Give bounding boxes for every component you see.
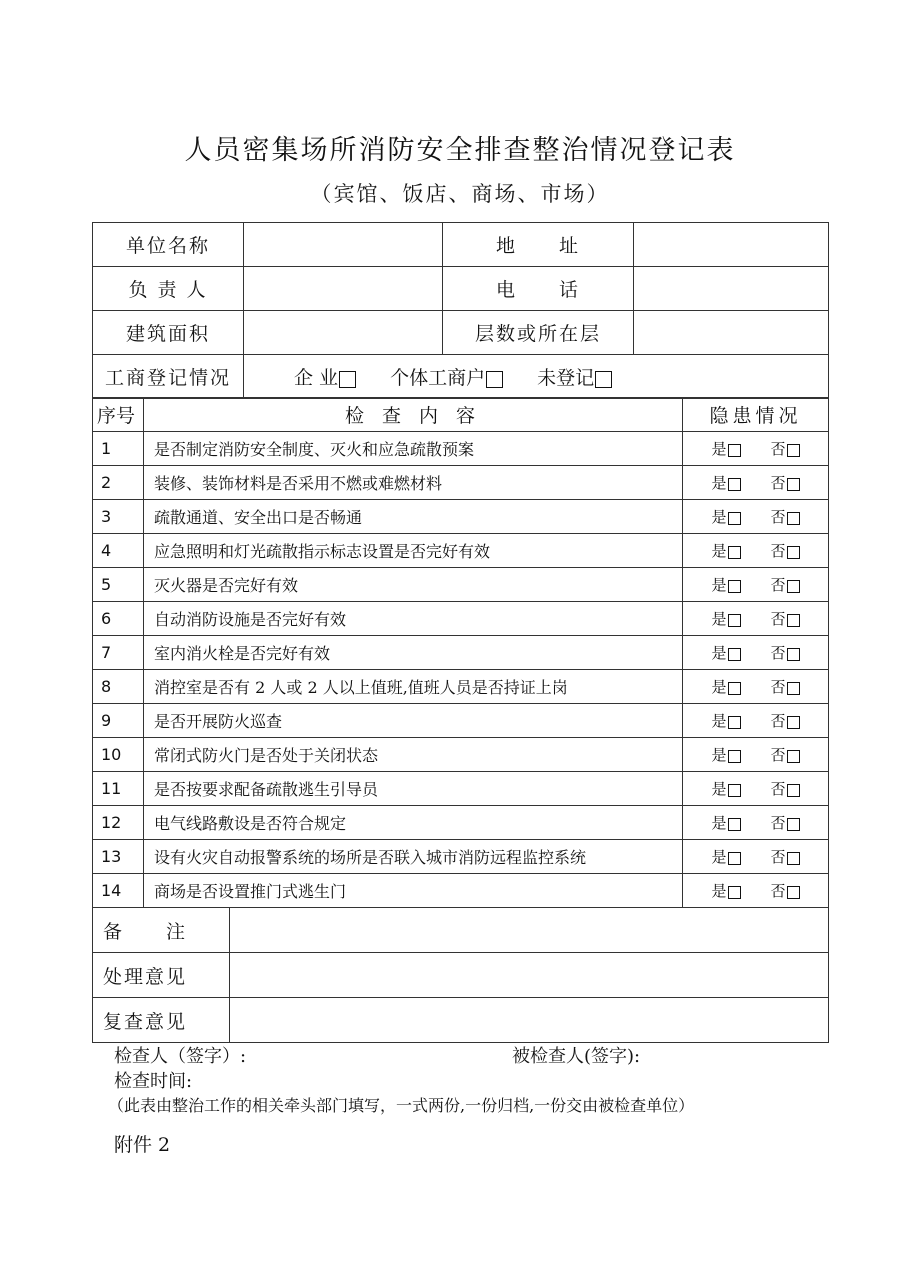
checkbox[interactable] [728, 512, 741, 525]
person-field[interactable] [244, 267, 443, 311]
checkbox[interactable] [787, 750, 800, 763]
checkbox[interactable] [728, 716, 741, 729]
row-number: 14 [93, 874, 144, 908]
row-status-options [683, 840, 829, 874]
table-row [93, 602, 829, 636]
yes-option[interactable]: 是 [711, 508, 740, 526]
inspection-time: 检查时间: [114, 1071, 193, 1092]
row-status-options [683, 806, 829, 840]
no-option[interactable]: 否 [771, 746, 800, 764]
checkbox[interactable] [595, 371, 612, 388]
table-row [93, 806, 829, 840]
checkbox[interactable] [787, 444, 800, 457]
basic-info-table [92, 222, 829, 399]
checkbox[interactable] [728, 886, 741, 899]
no-option[interactable]: 否 [771, 610, 800, 628]
row-number: 1 [93, 432, 144, 466]
checkbox[interactable] [728, 478, 741, 491]
checkbox[interactable] [728, 852, 741, 865]
floors-label: 层数或所在层 [443, 311, 634, 355]
remarks-row-review [93, 998, 829, 1043]
no-option[interactable]: 否 [771, 882, 800, 900]
checkbox[interactable] [339, 371, 356, 388]
no-option[interactable]: 否 [771, 474, 800, 492]
remarks-row-note [93, 908, 829, 953]
checkbox[interactable] [787, 886, 800, 899]
info-row-registration [93, 355, 829, 399]
no-option[interactable]: 否 [771, 712, 800, 730]
checkbox[interactable] [787, 648, 800, 661]
reg-option-enterprise[interactable]: 企 业 [294, 367, 356, 389]
reg-option-individual[interactable]: 个体工商户 [390, 367, 503, 389]
checkbox[interactable] [787, 478, 800, 491]
row-content: 装修、装饰材料是否采用不燃或难燃材料 [144, 466, 683, 500]
row-status-options [683, 568, 829, 602]
checkbox[interactable] [787, 512, 800, 525]
page-title: 人员密集场所消防安全排查整治情况登记表 [184, 135, 736, 166]
yes-option[interactable]: 是 [711, 542, 740, 560]
row-number: 2 [93, 466, 144, 500]
table-row [93, 772, 829, 806]
yes-option[interactable]: 是 [711, 610, 740, 628]
row-number: 10 [93, 738, 144, 772]
yes-option[interactable]: 是 [711, 712, 740, 730]
checkbox[interactable] [728, 784, 741, 797]
checkbox[interactable] [728, 818, 741, 831]
handling-field[interactable] [230, 953, 829, 998]
checkbox[interactable] [787, 784, 800, 797]
yes-option[interactable]: 是 [711, 746, 740, 764]
yes-option[interactable]: 是 [711, 882, 740, 900]
row-content: 应急照明和灯光疏散指示标志设置是否完好有效 [144, 534, 683, 568]
row-number: 6 [93, 602, 144, 636]
table-row [93, 840, 829, 874]
table-row [93, 704, 829, 738]
table-row [93, 636, 829, 670]
yes-option[interactable]: 是 [711, 576, 740, 594]
row-content: 商场是否设置推门式逃生门 [144, 874, 683, 908]
row-status-options [683, 602, 829, 636]
review-label: 复查意见 [93, 998, 230, 1043]
checkbox[interactable] [728, 648, 741, 661]
yes-option[interactable]: 是 [711, 848, 740, 866]
reg-option-unregistered[interactable]: 未登记 [537, 367, 612, 389]
address-label: 地 址 [443, 223, 634, 267]
row-content: 消控室是否有 2 人或 2 人以上值班,值班人员是否持证上岗 [144, 670, 683, 704]
checkbox[interactable] [787, 852, 800, 865]
attachment-label: 附件 2 [114, 1134, 171, 1156]
checkbox[interactable] [787, 682, 800, 695]
row-content: 自动消防设施是否完好有效 [144, 602, 683, 636]
row-number: 4 [93, 534, 144, 568]
inspectee-signature: 被检查人(签字): [512, 1046, 641, 1067]
table-row [93, 670, 829, 704]
inspector-signature: 检查人（签字）: [114, 1046, 247, 1067]
row-number: 5 [93, 568, 144, 602]
row-number: 9 [93, 704, 144, 738]
area-field[interactable] [244, 311, 443, 355]
person-label: 负 责 人 [93, 267, 244, 311]
yes-option[interactable]: 是 [711, 474, 740, 492]
row-status-options [683, 738, 829, 772]
info-row-area [93, 311, 829, 355]
no-option[interactable]: 否 [771, 814, 800, 832]
yes-option[interactable]: 是 [711, 814, 740, 832]
checkbox[interactable] [728, 614, 741, 627]
row-status-options [683, 466, 829, 500]
phone-field[interactable] [634, 267, 829, 311]
registration-options [244, 355, 829, 399]
no-option[interactable]: 否 [771, 678, 800, 696]
no-option[interactable]: 否 [771, 440, 800, 458]
remarks-table [92, 907, 829, 1043]
table-row [93, 874, 829, 908]
checkbox[interactable] [787, 546, 800, 559]
no-option[interactable]: 否 [771, 848, 800, 866]
row-content: 常闭式防火门是否处于关闭状态 [144, 738, 683, 772]
row-number: 7 [93, 636, 144, 670]
row-number: 8 [93, 670, 144, 704]
phone-label: 电 话 [443, 267, 634, 311]
address-field[interactable] [634, 223, 829, 267]
checkbox[interactable] [728, 750, 741, 763]
yes-option[interactable]: 是 [711, 440, 740, 458]
registration-label: 工商登记情况 [93, 355, 244, 399]
no-option[interactable]: 否 [771, 780, 800, 798]
note-field[interactable] [230, 908, 829, 953]
checkbox[interactable] [728, 546, 741, 559]
row-content: 电气线路敷设是否符合规定 [144, 806, 683, 840]
info-row-unit [93, 223, 829, 267]
footer-note: （此表由整治工作的相关牵头部门填写，一式两份,一份归档,一份交由被检查单位） [108, 1096, 695, 1115]
no-option[interactable]: 否 [771, 576, 800, 594]
area-label: 建筑面积 [93, 311, 244, 355]
yes-option[interactable]: 是 [711, 780, 740, 798]
review-field[interactable] [230, 998, 829, 1043]
checklist-table [92, 397, 829, 908]
row-status-options [683, 704, 829, 738]
row-content: 是否按要求配备疏散逃生引导员 [144, 772, 683, 806]
yes-option[interactable]: 是 [711, 678, 740, 696]
info-row-person [93, 267, 829, 311]
checkbox[interactable] [728, 580, 741, 593]
row-status-options [683, 772, 829, 806]
row-status-options [683, 636, 829, 670]
row-content: 灭火器是否完好有效 [144, 568, 683, 602]
table-row [93, 568, 829, 602]
page-subtitle: （宾馆、饭店、商场、市场） [310, 182, 610, 206]
table-row [93, 738, 829, 772]
no-option[interactable]: 否 [771, 644, 800, 662]
remarks-row-handling [93, 953, 829, 998]
checkbox[interactable] [787, 580, 800, 593]
checkbox[interactable] [728, 682, 741, 695]
handling-label: 处理意见 [93, 953, 230, 998]
unit-name-field[interactable] [244, 223, 443, 267]
row-status-options [683, 432, 829, 466]
col-content-header: 检 查 内 容 [144, 398, 683, 432]
row-status-options [683, 874, 829, 908]
row-content: 是否开展防火巡查 [144, 704, 683, 738]
note-label: 备 注 [93, 908, 230, 953]
row-number: 13 [93, 840, 144, 874]
row-status-options [683, 534, 829, 568]
row-content: 是否制定消防安全制度、灭火和应急疏散预案 [144, 432, 683, 466]
row-number: 3 [93, 500, 144, 534]
checkbox[interactable] [728, 444, 741, 457]
unit-name-label: 单位名称 [93, 223, 244, 267]
floors-field[interactable] [634, 311, 829, 355]
checklist-header [93, 398, 829, 432]
checkbox[interactable] [486, 371, 503, 388]
row-number: 12 [93, 806, 144, 840]
table-row [93, 500, 829, 534]
table-row [93, 534, 829, 568]
row-content: 室内消火栓是否完好有效 [144, 636, 683, 670]
row-status-options [683, 500, 829, 534]
row-content: 疏散通道、安全出口是否畅通 [144, 500, 683, 534]
row-content: 设有火灾自动报警系统的场所是否联入城市消防远程监控系统 [144, 840, 683, 874]
table-row [93, 432, 829, 466]
col-status-header: 隐患情况 [683, 398, 829, 432]
no-option[interactable]: 否 [771, 508, 800, 526]
row-number: 11 [93, 772, 144, 806]
row-status-options [683, 670, 829, 704]
checkbox[interactable] [787, 614, 800, 627]
checkbox[interactable] [787, 818, 800, 831]
checkbox[interactable] [787, 716, 800, 729]
table-row [93, 466, 829, 500]
col-num-header: 序号 [93, 398, 144, 432]
no-option[interactable]: 否 [771, 542, 800, 560]
yes-option[interactable]: 是 [711, 644, 740, 662]
